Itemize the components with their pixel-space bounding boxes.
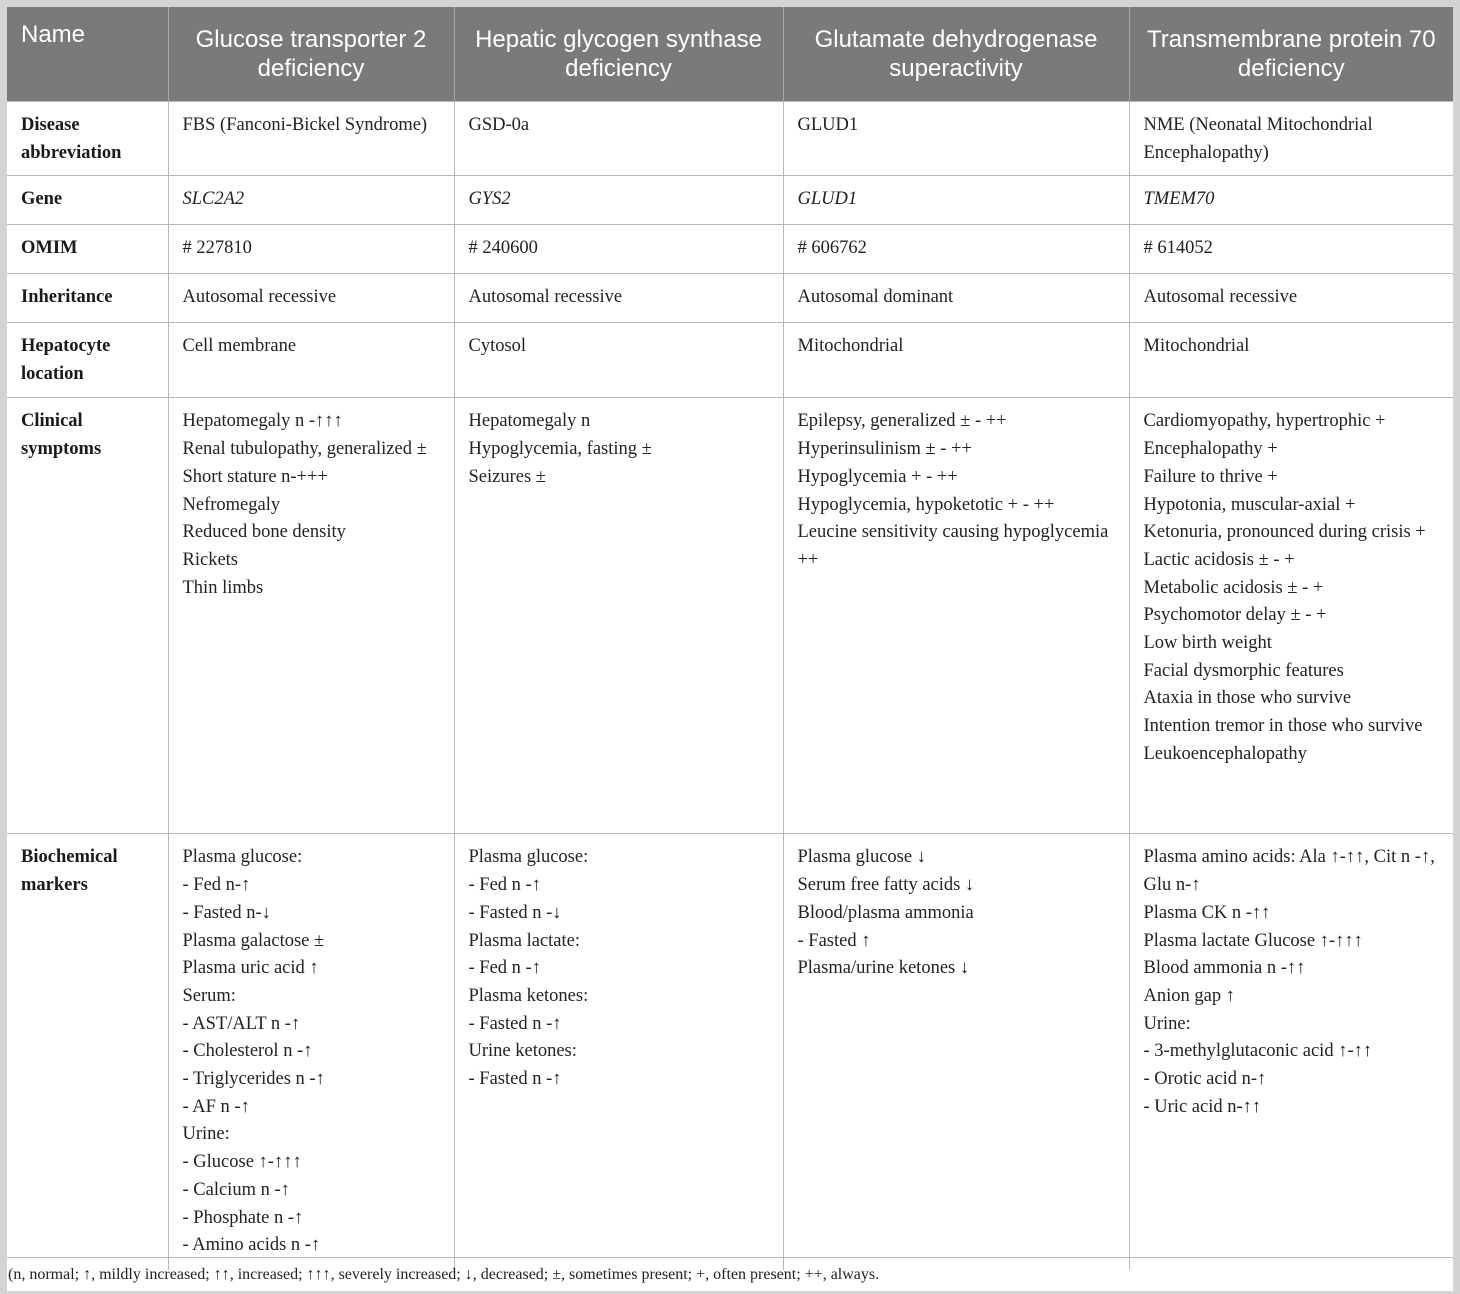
cell-line: Plasma ketones: [468, 985, 589, 1006]
cell-line: Autosomal recessive [1143, 287, 1298, 308]
table-cell [168, 274, 454, 323]
table-cell [783, 176, 1129, 225]
cell-line: Hepatomegaly n -↑↑↑ [182, 411, 343, 432]
table-row [7, 225, 1453, 274]
table-cell [783, 834, 1129, 1270]
table-cell [454, 274, 783, 323]
table-cell [168, 225, 454, 274]
cell-line: GLUD1 [797, 115, 859, 135]
table-cell [783, 398, 1129, 834]
cell-line: Ketonuria, pronounced during crisis + [1143, 522, 1426, 543]
table-row [7, 176, 1453, 225]
table-footnote: (n, normal; ↑, mildly increased; ↑↑, increased; ↑↑↑, severely increased; ↓, decreased; ±, sometimes present; +, often present; ++, always. [7, 1257, 1453, 1291]
cell-line: - Glucose ↑-↑↑↑ [182, 1152, 302, 1173]
table-cell [783, 102, 1129, 176]
cell-line: # 227810 [182, 238, 252, 259]
cell-line: GYS2 [468, 189, 511, 210]
cell-line: Cytosol [468, 336, 527, 357]
row-header: Hepatocyte location [7, 323, 168, 398]
cell-line: Ataxia in those who survive [1143, 688, 1352, 709]
header-cell: Name [7, 7, 168, 102]
cell-line: Plasma galactose ± [182, 930, 325, 951]
table-cell [454, 834, 783, 1270]
cell-line: - Fed n -↑ [468, 875, 541, 896]
cell-line: Mitochondrial [797, 336, 904, 357]
cell-line: Serum free fatty acids ↓ [797, 875, 975, 896]
table-cell [454, 225, 783, 274]
cell-line: - Uric acid n-↑↑ [1143, 1096, 1262, 1117]
cell-line: Renal tubulopathy, generalized ± [182, 439, 427, 460]
cell-line: Cardiomyopathy, hypertrophic + [1143, 411, 1386, 432]
table-cell [783, 323, 1129, 398]
cell-line: - Phosphate n -↑ [182, 1207, 304, 1228]
cell-line: Leukoencephalopathy [1143, 743, 1307, 764]
table-cell [454, 398, 783, 834]
table-cell [1129, 176, 1453, 225]
cell-line: Plasma CK n -↑↑ [1143, 902, 1271, 923]
cell-line: GSD-0a [468, 115, 530, 135]
cell-line: Blood/plasma ammonia [797, 902, 974, 923]
header-row [7, 7, 1453, 102]
cell-line: - Fasted n-↓ [182, 902, 271, 923]
cell-line: Hypoglycemia + - ++ [797, 466, 958, 487]
cell-line: - Fed n-↑ [182, 875, 251, 896]
cell-line: Plasma glucose ↓ [797, 847, 926, 868]
row-header: Clinical symptoms [7, 398, 168, 834]
cell-line: - Fasted n -↑ [468, 1013, 562, 1034]
table-frame [7, 7, 1453, 1291]
cell-line: Rickets [182, 549, 238, 570]
cell-line: - Fed n -↑ [468, 958, 541, 979]
cell-line: Hypoglycemia, fasting ± [468, 439, 652, 460]
cell-line: Plasma amino acids: Ala ↑-↑↑, Cit n -↑, Glu n-↑ [1143, 847, 1435, 896]
cell-line: - Fasted ↑ [797, 930, 871, 951]
table-cell [1129, 225, 1453, 274]
table-row [7, 323, 1453, 398]
cell-line: Urine: [1143, 1013, 1191, 1034]
table-row [7, 102, 1453, 176]
table-cell [454, 323, 783, 398]
table-cell [168, 102, 454, 176]
cell-line: # 240600 [468, 238, 538, 259]
cell-line: Plasma lactate Glucose ↑-↑↑↑ [1143, 930, 1363, 951]
cell-line: Autosomal dominant [797, 287, 954, 308]
cell-line: GLUD1 [797, 189, 858, 210]
cell-line: FBS (Fanconi-Bickel Syndrome) [182, 115, 428, 135]
cell-line: Plasma uric acid ↑ [182, 958, 319, 979]
cell-line: Cell membrane [182, 336, 297, 357]
cell-line: Blood ammonia n -↑↑ [1143, 958, 1306, 979]
cell-line: - Triglycerides n -↑ [182, 1069, 325, 1090]
header-cell: Transmembrane protein 70 deficiency [1129, 7, 1453, 102]
cell-line: Thin limbs [182, 577, 264, 598]
cell-line: Intention tremor in those who survive [1143, 716, 1423, 737]
cell-line: Epilepsy, generalized ± - ++ [797, 411, 1007, 432]
cell-line: Plasma glucose: [468, 847, 589, 868]
cell-line: Autosomal recessive [182, 287, 337, 308]
table-cell [783, 225, 1129, 274]
cell-line: TMEM70 [1143, 189, 1215, 210]
table-row [7, 398, 1453, 834]
cell-line: - 3-methylglutaconic acid ↑-↑↑ [1143, 1041, 1373, 1062]
table-cell [454, 102, 783, 176]
cell-line: Plasma lactate: [468, 930, 580, 951]
cell-line: Plasma/urine ketones ↓ [797, 958, 970, 979]
cell-line: - Amino acids n -↑ [182, 1235, 321, 1256]
row-header: Inheritance [7, 274, 168, 323]
cell-line: # 614052 [1143, 238, 1213, 259]
cell-line: - Calcium n -↑ [182, 1179, 290, 1200]
cell-line: Short stature n-+++ [182, 466, 328, 487]
cell-line: Low birth weight [1143, 633, 1272, 654]
cell-line: Hyperinsulinism ± - ++ [797, 439, 972, 460]
cell-line: Hypotonia, muscular-axial + [1143, 494, 1356, 515]
table-cell [1129, 274, 1453, 323]
cell-line: Plasma glucose: [182, 847, 303, 868]
table-cell [168, 323, 454, 398]
cell-line: Serum: [182, 985, 236, 1006]
cell-line: Hypoglycemia, hypoketotic + - ++ [797, 494, 1055, 515]
table-row [7, 834, 1453, 1270]
cell-line: Anion gap ↑ [1143, 985, 1235, 1006]
cell-line: Autosomal recessive [468, 287, 623, 308]
table-cell [168, 398, 454, 834]
cell-line: SLC2A2 [182, 189, 245, 210]
header-cell: Hepatic glycogen synthase deficiency [454, 7, 783, 102]
cell-line: Leucine sensitivity causing hypoglycemia ++ [797, 522, 1109, 570]
table-cell [454, 176, 783, 225]
cell-line: Seizures ± [468, 466, 546, 487]
cell-line: - AF n -↑ [182, 1096, 250, 1117]
table-cell [1129, 102, 1453, 176]
row-header: Biochemical markers [7, 834, 168, 1270]
table-cell [1129, 398, 1453, 834]
cell-line: Hepatomegaly n [468, 411, 591, 432]
table-cell [1129, 834, 1453, 1270]
cell-line: Failure to thrive + [1143, 466, 1278, 487]
cell-line: Psychomotor delay ± - + [1143, 605, 1327, 626]
row-header: Gene [7, 176, 168, 225]
cell-line: Urine: [182, 1124, 230, 1145]
cell-line: NME (Neonatal Mitochondrial Encephalopathy) [1143, 115, 1373, 163]
cell-line: Lactic acidosis ± - + [1143, 549, 1295, 570]
cell-line: Reduced bone density [182, 522, 346, 543]
row-header: OMIM [7, 225, 168, 274]
table-cell [168, 176, 454, 225]
cell-line: Urine ketones: [468, 1041, 577, 1062]
cell-line: Facial dysmorphic features [1143, 660, 1344, 681]
cell-line: - Orotic acid n-↑ [1143, 1069, 1267, 1090]
cell-line: Metabolic acidosis ± - + [1143, 577, 1324, 598]
table-cell [1129, 323, 1453, 398]
table-row [7, 274, 1453, 323]
table-cell [168, 834, 454, 1270]
cell-line: - Fasted n -↓ [468, 902, 562, 923]
cell-line: Mitochondrial [1143, 336, 1250, 357]
cell-line: - Fasted n -↑ [468, 1069, 562, 1090]
disease-comparison-table [7, 7, 1453, 1270]
table-cell [783, 274, 1129, 323]
cell-line: - AST/ALT n -↑ [182, 1013, 301, 1034]
header-cell: Glutamate dehydrogenase superactivity [783, 7, 1129, 102]
cell-line: Nefromegaly [182, 494, 281, 515]
row-header: Disease abbreviation [7, 102, 168, 176]
cell-line: Encephalopathy + [1143, 439, 1278, 460]
cell-line: - Cholesterol n -↑ [182, 1041, 313, 1062]
cell-line: # 606762 [797, 238, 867, 259]
header-cell: Glucose transporter 2 deficiency [168, 7, 454, 102]
